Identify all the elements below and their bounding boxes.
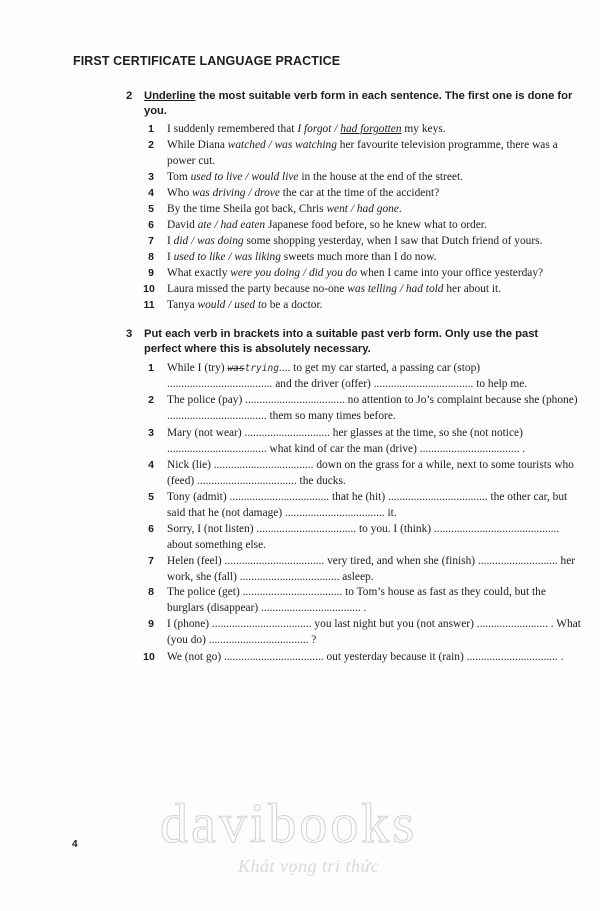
exercise-3-item bbox=[142, 617, 582, 649]
option-a[interactable]: watched bbox=[227, 139, 266, 151]
sentence-text: I (phone) ................................... you last night but you (not answer) ......................... . What (you do) ................................... ? bbox=[167, 618, 581, 646]
option-b[interactable]: had told bbox=[405, 283, 444, 295]
exercise-3-item bbox=[142, 458, 582, 490]
exercise-2-item bbox=[142, 298, 582, 314]
exercise-3-item bbox=[142, 393, 582, 425]
option-a[interactable]: went bbox=[326, 203, 348, 215]
item-number: 7 bbox=[148, 235, 154, 247]
option-b[interactable]: drove bbox=[254, 187, 280, 199]
sentence-text: By the time Sheila got back, Chris bbox=[167, 203, 327, 215]
exercise-2-instruction bbox=[126, 89, 576, 119]
separator: / bbox=[347, 203, 357, 215]
item-number: 9 bbox=[148, 618, 154, 630]
handwritten-word: trying bbox=[244, 363, 279, 374]
separator: / bbox=[225, 299, 235, 311]
watermark-tagline: Khát vọng tri thức bbox=[238, 856, 380, 876]
item-number: 1 bbox=[148, 362, 154, 374]
item-number: 8 bbox=[148, 251, 154, 263]
option-b[interactable]: used to bbox=[234, 299, 267, 311]
exercise-3-item bbox=[142, 585, 582, 617]
separator: / bbox=[265, 139, 275, 151]
instruction-text: Put each verb in brackets into a suitable past verb form. Only use the past perfect where this is absolutely necessary. bbox=[144, 328, 539, 355]
handwritten-answer bbox=[227, 363, 279, 374]
sentence-text: some shopping yesterday, when I saw that Dutch friend of yours. bbox=[243, 235, 543, 247]
sentence-text: in the house at the end of the street. bbox=[298, 171, 463, 183]
item-number: 11 bbox=[143, 299, 155, 311]
separator: / bbox=[300, 267, 309, 279]
item-number: 5 bbox=[148, 203, 154, 215]
sentence-text: sweets much more than I do now. bbox=[280, 251, 437, 263]
exercise-number: 3 bbox=[126, 328, 133, 340]
option-a[interactable]: would bbox=[197, 299, 226, 311]
item-number: 5 bbox=[148, 491, 154, 503]
item-number: 4 bbox=[148, 459, 154, 471]
sentence-text: Laura missed the party because no-one bbox=[167, 283, 348, 295]
option-b[interactable]: had gone bbox=[356, 203, 399, 215]
exercise-3-item bbox=[142, 522, 582, 554]
separator: / bbox=[396, 283, 406, 295]
option-a[interactable]: was driving bbox=[192, 187, 246, 199]
sentence-text: David bbox=[167, 219, 198, 231]
sentence-text: I suddenly remembered that bbox=[167, 123, 298, 135]
sentence-text: Nick (lie) ................................... down on the grass for a while, next to some tourists who (feed) ................................... the ducks. bbox=[167, 459, 574, 487]
exercise-number: 2 bbox=[126, 90, 133, 102]
exercise-2-item bbox=[142, 234, 582, 250]
exercise-2-item bbox=[142, 218, 582, 234]
exercise-2-item bbox=[142, 170, 582, 186]
sentence-text: .... to get my car started, a passing car (stop) ..................................... and the driver (offer) ................................... to help me. bbox=[167, 362, 528, 390]
sentence-text: be a doctor. bbox=[266, 299, 323, 311]
item-number: 10 bbox=[143, 651, 155, 663]
sentence-text: Sorry, I (not listen) ................................... to you. I (think) ............................................ about something else. bbox=[167, 523, 560, 551]
option-a[interactable]: used to like bbox=[173, 251, 226, 263]
sentence-text: While Diana bbox=[167, 139, 228, 151]
sentence-text: . bbox=[398, 203, 402, 215]
sentence-text: Who bbox=[167, 187, 192, 199]
option-b[interactable]: had eaten bbox=[220, 219, 266, 231]
item-number: 3 bbox=[148, 171, 154, 183]
sentence-text: The police (pay) ................................... no attention to Jo’s complaint because she (phone) ................................... them so many times before. bbox=[167, 394, 578, 422]
exercise-2-item bbox=[142, 138, 582, 170]
page-header: FIRST CERTIFICATE LANGUAGE PRACTICE bbox=[73, 54, 341, 68]
sentence-text: What exactly bbox=[167, 267, 231, 279]
item-number: 2 bbox=[148, 394, 154, 406]
sentence-text: Mary (not wear) .............................. her glasses at the time, so she (not notice) ................................... what kind of car the man (drive) ................................... . bbox=[167, 427, 526, 455]
item-number: 4 bbox=[148, 187, 154, 199]
item-number: 9 bbox=[148, 267, 154, 279]
exercise-3-item bbox=[142, 361, 582, 393]
exercise-3-item bbox=[142, 490, 582, 522]
option-b[interactable]: was doing bbox=[197, 235, 244, 247]
exercise-3-item bbox=[142, 426, 582, 458]
item-number: 6 bbox=[148, 219, 154, 231]
sentence-text: Tony (admit) ................................... that he (hit) ................................... the other car, but said that he (not damage) ................................... it. bbox=[167, 491, 568, 519]
page-number: 4 bbox=[72, 839, 78, 850]
option-b[interactable]: was liking bbox=[234, 251, 281, 263]
exercise-2-item bbox=[142, 250, 582, 266]
separator: / bbox=[245, 187, 255, 199]
handwritten-struck: was bbox=[227, 363, 245, 374]
item-number: 2 bbox=[148, 139, 154, 151]
sentence-text: her favourite television programme, there was a power cut. bbox=[167, 139, 558, 167]
item-number: 6 bbox=[148, 523, 154, 535]
separator: / bbox=[242, 171, 252, 183]
option-a[interactable]: ate bbox=[197, 219, 212, 231]
separator: / bbox=[225, 251, 235, 263]
sentence-text: We (not go) ................................... out yesterday because it (rain) ................................ . bbox=[167, 651, 564, 663]
item-number: 8 bbox=[148, 586, 154, 598]
separator: / bbox=[331, 123, 341, 135]
separator: / bbox=[188, 235, 198, 247]
exercise-3-item bbox=[142, 650, 582, 666]
instruction-text: the most suitable verb form in each sentence. The first one is done for you. bbox=[144, 90, 573, 117]
option-a[interactable]: did bbox=[173, 235, 189, 247]
sentence-text: Tom bbox=[167, 171, 191, 183]
sentence-text: her about it. bbox=[443, 283, 502, 295]
sentence-text: Japanese food before, so he knew what to order. bbox=[265, 219, 487, 231]
sentence-text: the car at the time of the accident? bbox=[279, 187, 440, 199]
option-a[interactable]: were you doing bbox=[230, 267, 301, 279]
exercise-2-item bbox=[142, 186, 582, 202]
separator: / bbox=[211, 219, 221, 231]
exercise-2-item bbox=[142, 266, 582, 282]
sentence-text: my keys. bbox=[401, 123, 446, 135]
option-b[interactable]: was watching bbox=[274, 139, 337, 151]
option-b[interactable]: would live bbox=[251, 171, 299, 183]
watermark-brand: davibooks bbox=[160, 793, 418, 855]
exercise-2-item bbox=[142, 122, 582, 138]
sentence-text: While I (try) bbox=[167, 362, 228, 374]
item-number: 3 bbox=[148, 427, 154, 439]
option-a[interactable]: was telling bbox=[347, 283, 397, 295]
item-number: 7 bbox=[148, 555, 154, 567]
option-a[interactable]: I forgot bbox=[297, 123, 332, 135]
sentence-text: when I came into your office yesterday? bbox=[357, 267, 544, 279]
item-number: 10 bbox=[143, 283, 155, 295]
sentence-text: I bbox=[167, 235, 174, 247]
option-a[interactable]: used to live bbox=[190, 171, 243, 183]
exercise-2-item bbox=[142, 282, 582, 298]
sentence-text: The police (get) ................................... to Tom’s house as fast as they could, but the burglars (disappear) ................................... . bbox=[167, 586, 546, 614]
exercise-3-instruction bbox=[126, 327, 576, 357]
item-number: 1 bbox=[148, 123, 154, 135]
sentence-text: Helen (feel) ................................... very tired, and when she (finish) ............................ her work, she (fall) ................................... asleep. bbox=[167, 555, 576, 583]
exercise-3-item bbox=[142, 554, 582, 586]
exercise-2-item bbox=[142, 202, 582, 218]
option-b[interactable]: did you do bbox=[308, 267, 358, 279]
sentence-text: I bbox=[167, 251, 174, 263]
option-b-underlined[interactable]: had forgotten bbox=[340, 123, 402, 135]
sentence-text: Tanya bbox=[167, 299, 198, 311]
instruction-keyword: Underline bbox=[144, 90, 196, 102]
